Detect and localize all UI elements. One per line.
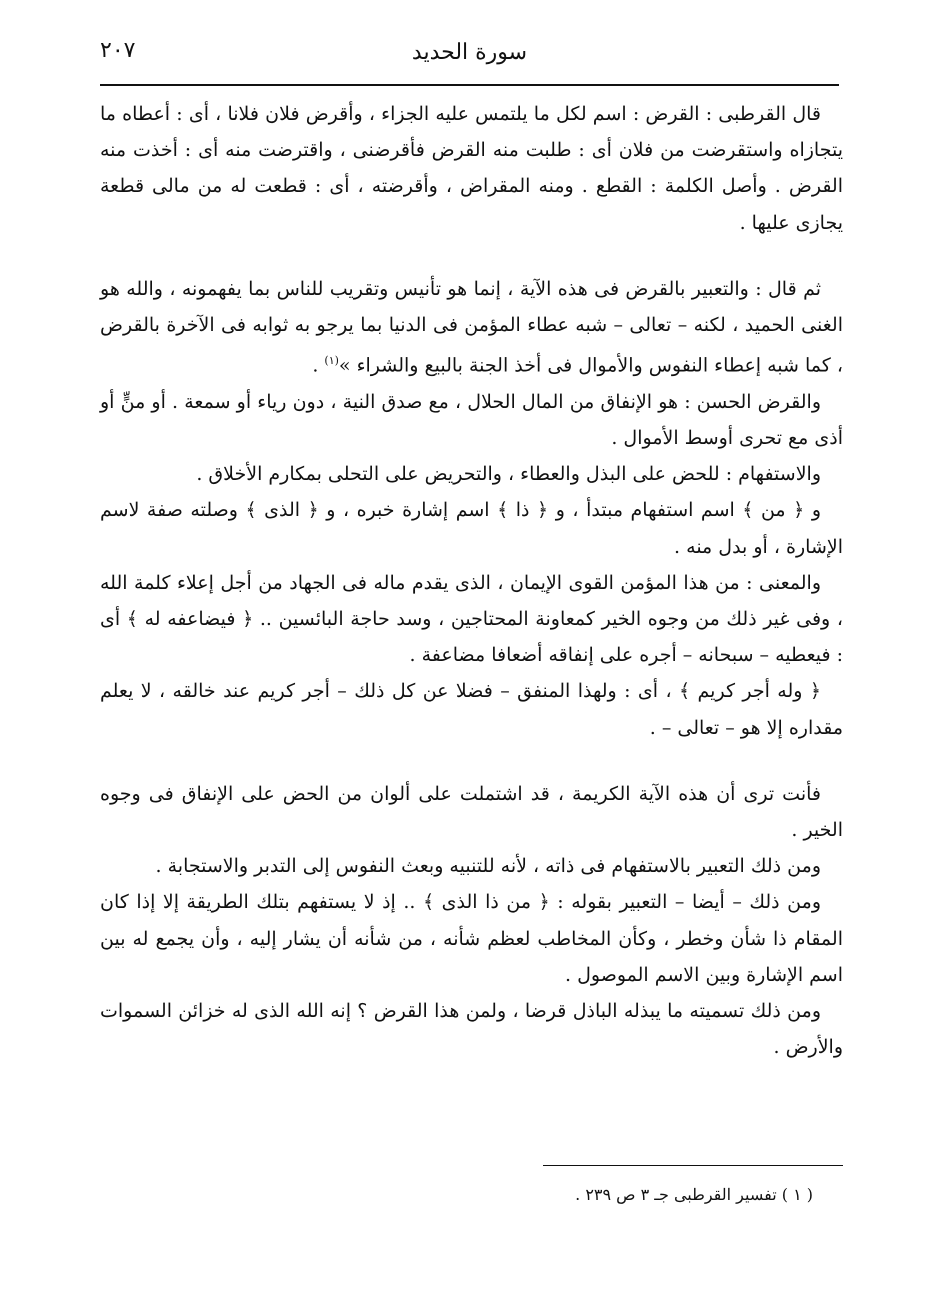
paragraph xyxy=(100,271,843,384)
paragraph-text: ثم قال : والتعبير بالقرض فى هذه الآية ، إنما هو تأنيس وتقريب للناس بما يفهمونه ، والله هو الغنى الحميد ، لكنه – تعالى – شبه عطاء المؤمن فى الدنيا بما يرجو به ثوابه فى الآخرة بالقرض ، كما شبه إعطاء النفوس والأموال فى أخذ الجنة بالبيع والشراء » xyxy=(100,277,843,377)
paragraph: والاستفهام : للحض على البذل والعطاء ، والتحريض على التحلى بمكارم الأخلاق . xyxy=(196,463,821,486)
page-header xyxy=(100,38,839,78)
paragraph-end: . xyxy=(312,354,325,377)
paragraph: والقرض الحسن : هو الإنفاق من المال الحلال ، مع صدق النية ، دون رياء أو سمعة . أو منٍّ أو أذى مع تحرى أوسط الأموال . xyxy=(100,390,843,449)
paragraph: قال القرطبى : القرض : اسم لكل ما يلتمس عليه الجزاء ، وأقرض فلان فلانا ، أى : أعطاه ما يتجازاه واستقرضت من فلان أى : طلبت منه القرض فأقرضنى ، واقترضت منه أى : أخذت منه القرض . وأصل الكلمة : القطع . ومنه المقراض ، وأقرضته ، أى : قطعت له من مالى قطعة يجازى عليها . xyxy=(100,103,843,234)
paragraph: ومن ذلك تسميته ما يبذله الباذل قرضا ، ولمن هذا القرض ؟ إنه الله الذى له خزائن السموات والأرض . xyxy=(100,1000,843,1059)
paragraph: ومن ذلك التعبير بالاستفهام فى ذاته ، لأنه للتنبيه وبعث النفوس إلى التدبر والاستجابة . xyxy=(155,855,821,878)
paragraph: والمعنى : من هذا المؤمن القوى الإيمان ، الذى يقدم ماله فى الجهاد من أجل إعلاء كلمة الله ، وفى غير ذلك من وجوه الخير كمعاونة المحتاجين ، وسد حاجة البائسين .. ﴿ فيضاعفه له ﴾ أى : فيعطيه – سبحانه – أجره على إنفاقه أضعافا مضاعفة . xyxy=(100,571,843,667)
paragraph: و ﴿ من ﴾ اسم استفهام مبتدأ ، و ﴿ ذا ﴾ اسم إشارة خبره ، و ﴿ الذى ﴾ وصلته صفة لاسم الإشارة ، أو بدل منه . xyxy=(100,499,843,558)
header-divider xyxy=(100,84,839,86)
footnote-reference: (١) xyxy=(324,354,339,368)
paragraph: فأنت ترى أن هذه الآية الكريمة ، قد اشتملت على ألوان من الحض على الإنفاق فى وجوه الخير . xyxy=(100,782,843,841)
body-text xyxy=(100,96,843,1065)
page-number: ٢٠٧ xyxy=(100,38,136,63)
paragraph: ﴿ وله أجر كريم ﴾ ، أى : ولهذا المنفق – فضلا عن كل ذلك – أجر كريم عند خالقه ، لا يعلم مقداره إلا هو – تعالى – . xyxy=(100,680,843,739)
surah-title: سورة الحديد xyxy=(411,40,528,65)
paragraph: ومن ذلك – أيضا – التعبير بقوله : ﴿ من ذا الذى ﴾ .. إذ لا يستفهم بتلك الطريقة إلا إذا كان المقام ذا شأن وخطر ، وكأن المخاطب لعظم شأنه ، من شأنه أن يشار إليه ، وأن يجمع له بين اسم الإشارة وبين الاسم الموصول . xyxy=(100,891,843,986)
footnote-divider xyxy=(543,1165,843,1166)
footnote: ( ١ ) تفسير القرطبى جـ ٣ ص ٢٣٩ . xyxy=(575,1185,813,1204)
